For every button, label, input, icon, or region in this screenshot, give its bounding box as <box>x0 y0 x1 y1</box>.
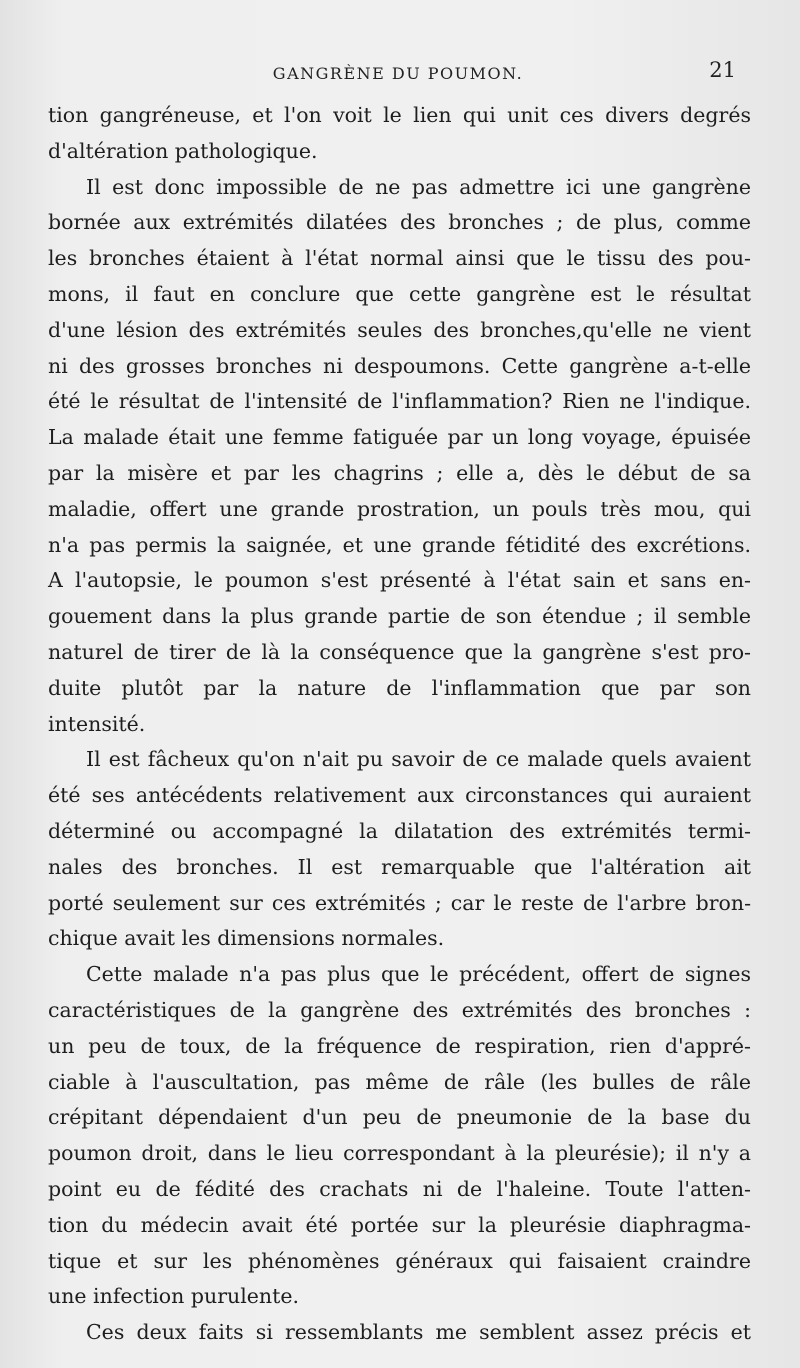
text-line: intensité. <box>48 711 146 736</box>
text-line: ciable à l'auscultation, pas même de râle (les bulles de râle <box>48 1069 751 1094</box>
text-line: A l'autopsie, le poumon s'est présenté à l'état sain et sans en- <box>48 568 751 593</box>
text-line: nales des bronches. Il est remarquable que l'altération ait <box>48 854 751 879</box>
text-line: les bronches étaient à l'état normal ainsi que le tissu des pou- <box>48 246 751 271</box>
text-line: tique et sur les phénomènes généraux qui faisaient craindre <box>48 1248 751 1273</box>
paragraph <box>48 1315 751 1351</box>
page-number: 21 <box>709 58 736 82</box>
paragraph <box>48 170 751 743</box>
text-line: d'une lésion des extrémités seules des bronches,qu'elle ne vient <box>48 317 751 342</box>
text-line: été le résultat de l'intensité de l'inflammation? Rien ne l'indique. <box>48 389 751 414</box>
page-header <box>48 58 748 88</box>
text-line: un peu de toux, de la fréquence de respiration, rien d'appré- <box>48 1033 751 1058</box>
text-line: Cette malade n'a pas plus que le précédent, offert de signes <box>86 962 751 987</box>
paragraph <box>48 957 751 1315</box>
text-line: poumon droit, dans le lieu correspondant à la pleurésie); il n'y a <box>48 1141 751 1166</box>
text-line: maladie, offert une grande prostration, un pouls très mou, qui <box>48 496 751 521</box>
text-line: Il est fâcheux qu'on n'ait pu savoir de ce malade quels avaient <box>86 747 751 772</box>
text-line: porté seulement sur ces extrémités ; car le reste de l'arbre bron- <box>48 890 751 915</box>
text-line: mons, il faut en conclure que cette gangrène est le résultat <box>48 281 751 306</box>
text-line: bornée aux extrémités dilatées des bronches ; de plus, comme <box>48 210 751 235</box>
text-line: chique avait les dimensions normales. <box>48 926 445 951</box>
text-line: une infection purulente. <box>48 1284 299 1309</box>
body-text <box>48 98 751 1351</box>
paragraph <box>48 742 751 957</box>
text-line: tion gangréneuse, et l'on voit le lien qui unit ces divers degrés <box>48 103 751 127</box>
text-line: déterminé ou accompagné la dilatation des extrémités termi- <box>48 818 751 843</box>
text-line: Il est donc impossible de ne pas admettre ici une gangrène <box>86 174 751 199</box>
text-line: Ces deux faits si ressemblants me semblent assez précis et <box>86 1320 751 1345</box>
text-line: par la misère et par les chagrins ; elle a, dès le début de sa <box>48 460 751 485</box>
text-line: caractéristiques de la gangrène des extrémités des bronches : <box>48 997 751 1022</box>
text-line: naturel de tirer de là la conséquence que la gangrène s'est pro- <box>48 639 751 664</box>
text-line: gouement dans la plus grande partie de son étendue ; il semble <box>48 604 751 629</box>
text-line: été ses antécédents relativement aux circonstances qui auraient <box>48 783 751 808</box>
text-line: crépitant dépendaient d'un peu de pneumonie de la base du <box>48 1105 751 1130</box>
text-line: point eu de fédité des crachats ni de l'haleine. Toute l'atten- <box>48 1176 751 1201</box>
text-line: duite plutôt par la nature de l'inflammation que par son <box>48 675 751 700</box>
text-line: n'a pas permis la saignée, et une grande fétidité des excrétions. <box>48 532 751 557</box>
text-line: d'altération pathologique. <box>48 138 318 163</box>
paragraph <box>48 98 751 170</box>
text-line: tion du médecin avait été portée sur la pleurésie diaphragma- <box>48 1212 751 1237</box>
running-title: GANGRÈNE DU POUMON. <box>272 64 524 83</box>
text-line: La malade était une femme fatiguée par un long voyage, épuisée <box>48 425 751 450</box>
text-line: ni des grosses bronches ni despoumons. Cette gangrène a-t-elle <box>48 353 751 378</box>
